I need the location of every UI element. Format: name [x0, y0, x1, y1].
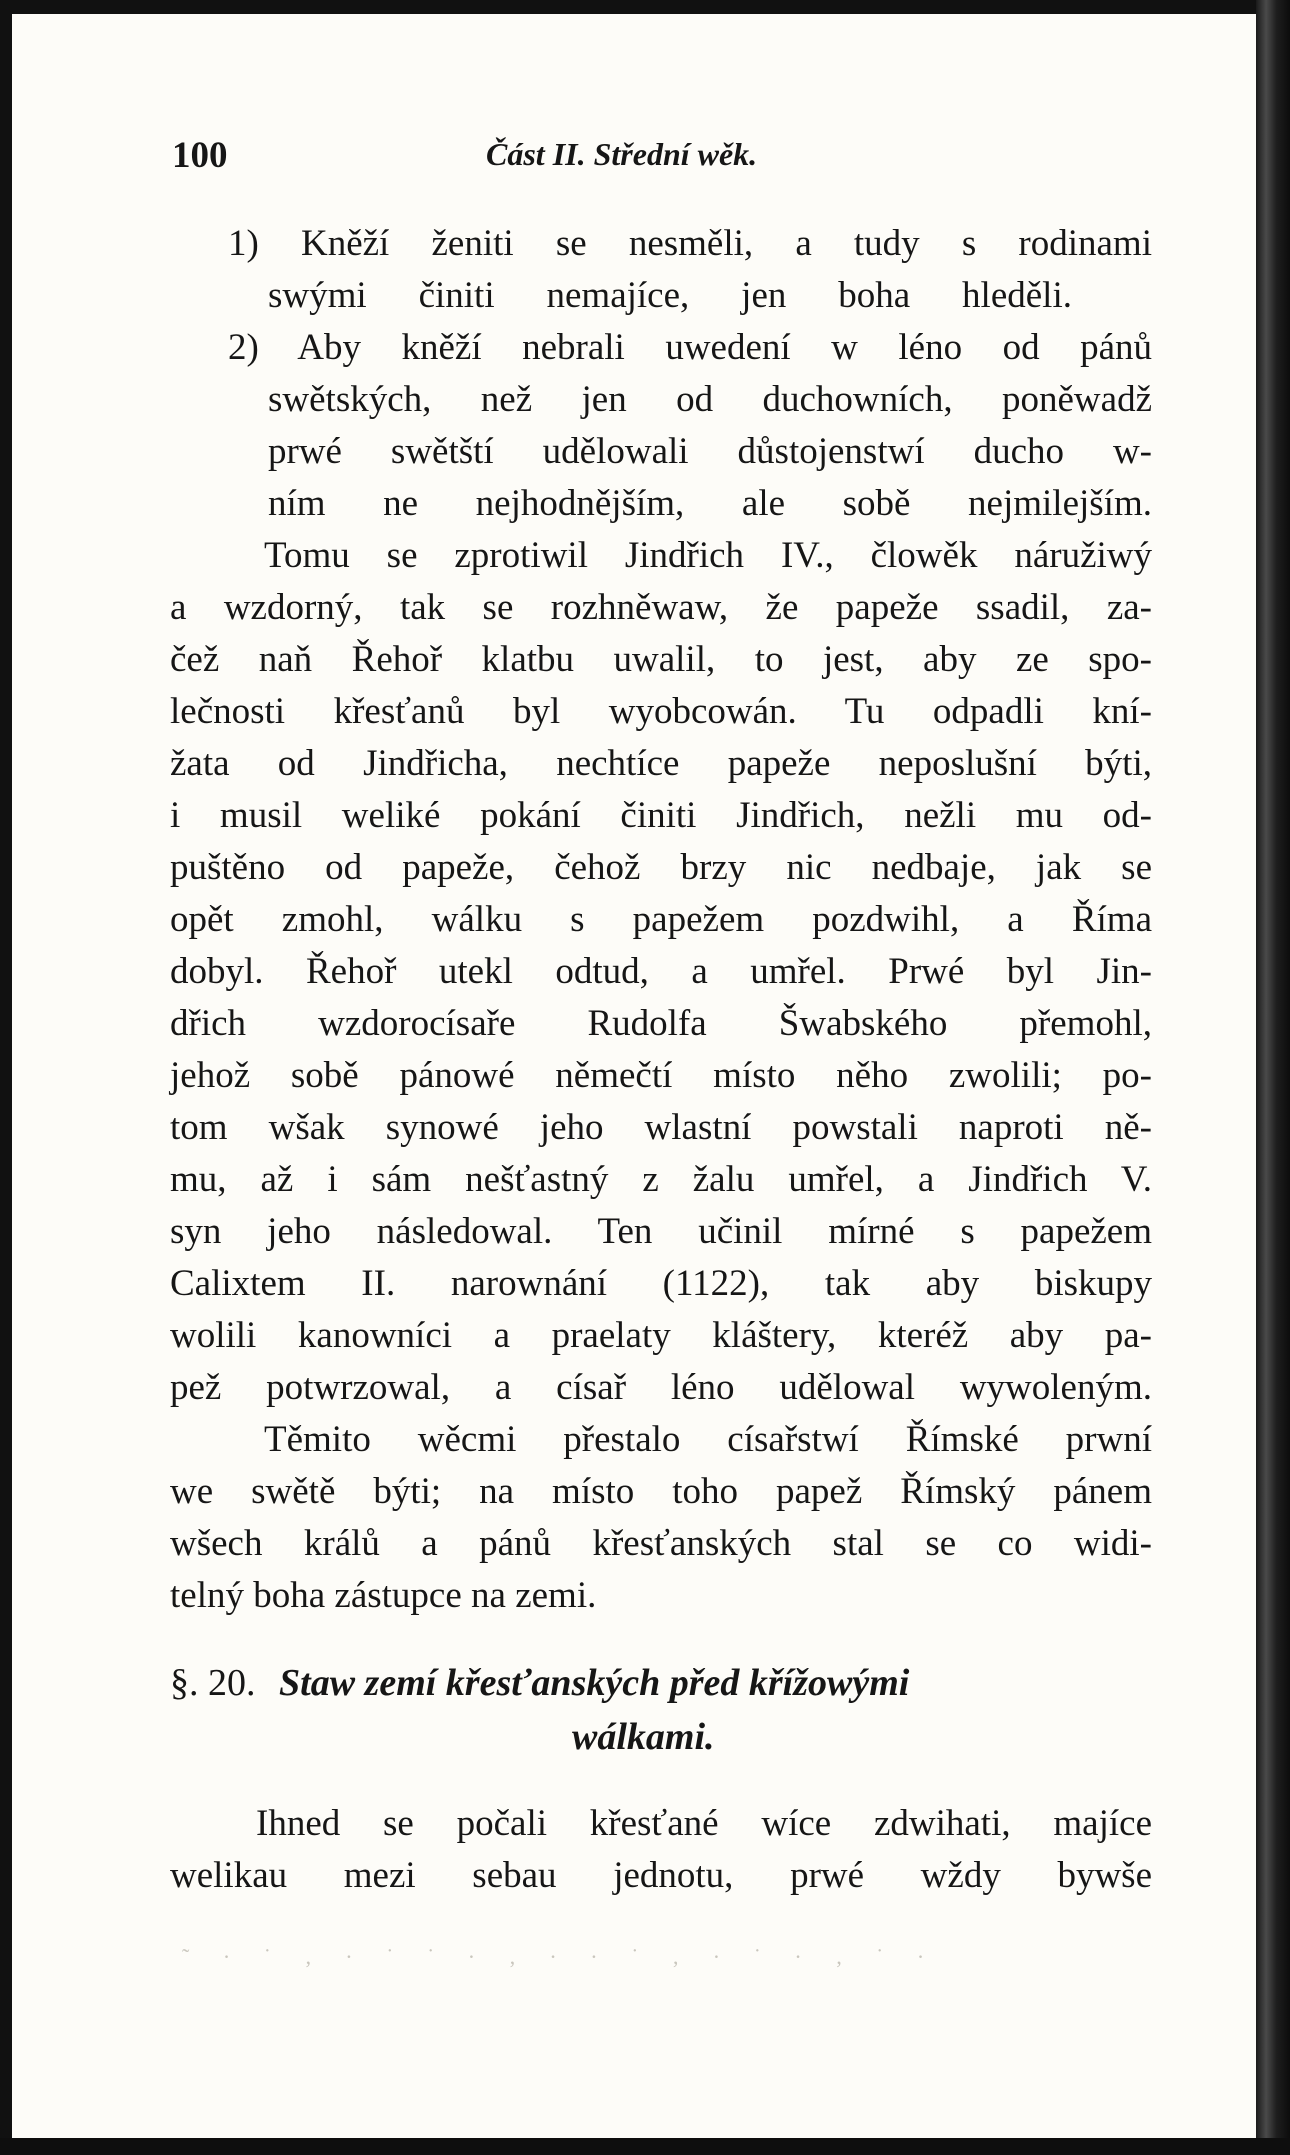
- page-header: [172, 134, 1172, 184]
- page-number: 100: [172, 135, 228, 176]
- text-line: wolili kanowníci a praelaty kláštery, kteréž aby pa-: [170, 1315, 1152, 1356]
- text-line: dřich wzdorocísaře Rudolfa Šwabského přemohl,: [170, 1003, 1152, 1044]
- section-title-line1: Staw zemí křesťanských před křížowými: [279, 1662, 910, 1704]
- scan-border-bottom: [0, 2138, 1290, 2155]
- text-line: pež potwrzowal, a císař léno udělowal wywoleným.: [170, 1367, 1152, 1408]
- text-line: i musil weliké pokání činiti Jindřich, nežli mu od-: [170, 795, 1152, 836]
- text-line: Těmito wěcmi přestalo císařstwí Římské prwní: [264, 1419, 1152, 1460]
- text-line: 1) Kněží ženiti se nesměli, a tudy s rodinami: [228, 223, 1152, 264]
- text-line: žata od Jindřicha, nechtíce papeže neposlušní býti,: [170, 743, 1152, 784]
- text-line: čež naň Řehoř klatbu uwalil, to jest, aby ze spo-: [170, 639, 1152, 680]
- text-line: lečnosti křesťanů byl wyobcowán. Tu odpadli kní-: [170, 691, 1152, 732]
- book-page: [12, 14, 1256, 2138]
- text-line: syn jeho následowal. Ten učinil mírné s papežem: [170, 1211, 1152, 1252]
- text-line: swětských, než jen od duchowních, poněwadž: [268, 379, 1152, 420]
- running-head: Část II. Střední wěk.: [486, 136, 758, 172]
- section-title-line2: wálkami.: [572, 1716, 715, 1758]
- text-line: mu, až i sám nešťastný z žalu umřel, a Jindřich V.: [170, 1159, 1152, 1200]
- text-line: Ihned se počali křesťané wíce zdwihati, majíce: [256, 1803, 1152, 1844]
- text-line: 2) Aby kněží nebrali uwedení w léno od pánů: [228, 327, 1152, 368]
- text-line: Tomu se zprotiwil Jindřich IV., člowěk náružiwý: [264, 535, 1152, 576]
- text-line: wšech králů a pánů křesťanských stal se co widi-: [170, 1523, 1152, 1564]
- text-line: swými činiti nemajíce, jen boha hleděli.: [268, 275, 1072, 316]
- text-line: Calixtem II. narownání (1122), tak aby biskupy: [170, 1263, 1152, 1304]
- text-line: prwé swětští udělowali důstojenstwí ducho w-: [268, 431, 1152, 472]
- text-line: welikau mezi sebau jednotu, prwé wždy bywše: [170, 1855, 1152, 1896]
- text-line: jehož sobě pánowé němečtí místo něho zwolili; po-: [170, 1055, 1152, 1096]
- page-bleed-through: ˜ · ˙ ‚ · ˙ ˙ · ‚ · · ˙ ‚ · ˙ · ‚ ˙ ·: [182, 1944, 939, 1968]
- text-line: telný boha zástupce na zemi.: [170, 1575, 597, 1616]
- section-heading: [170, 1664, 909, 1702]
- book-edge-shadow: [1256, 0, 1290, 2155]
- text-line: dobyl. Řehoř utekl odtud, a umřel. Prwé byl Jin-: [170, 951, 1152, 992]
- text-line: a wzdorný, tak se rozhněwaw, že papeže ssadil, za-: [170, 587, 1152, 628]
- text-line: opět zmohl, wálku s papežem pozdwihl, a Říma: [170, 899, 1152, 940]
- text-line: ním ne nejhodnějším, ale sobě nejmilejším.: [268, 483, 1152, 524]
- text-line: puštěno od papeže, čehož brzy nic nedbaje, jak se: [170, 847, 1152, 888]
- text-line: we swětě býti; na místo toho papež Římský pánem: [170, 1471, 1152, 1512]
- text-line: tom wšak synowé jeho wlastní powstali naproti ně-: [170, 1107, 1152, 1148]
- section-number: §. 20.: [170, 1662, 256, 1704]
